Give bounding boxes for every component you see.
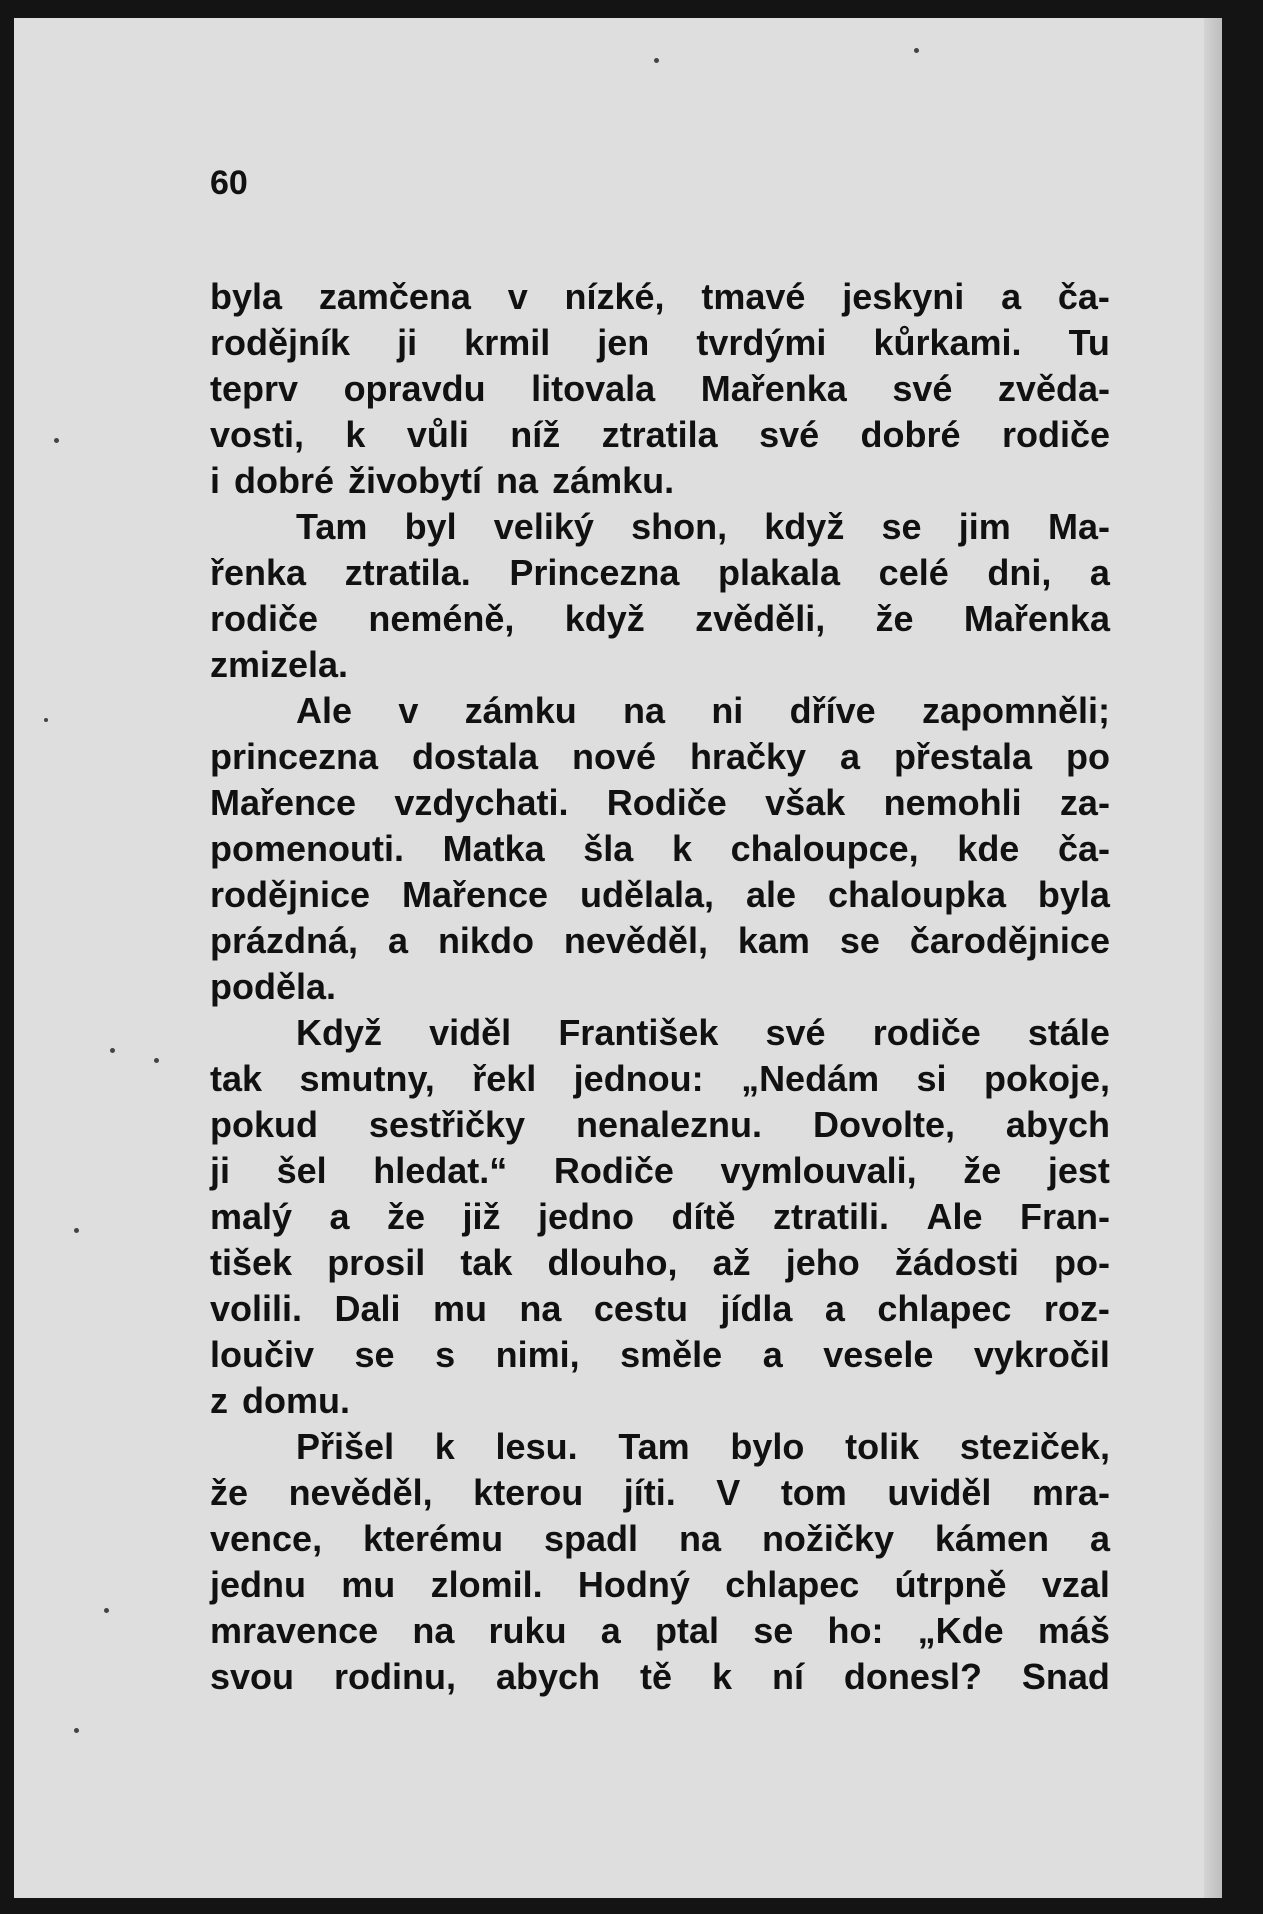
word: Tam <box>618 1426 690 1467</box>
word: zámku <box>464 690 577 731</box>
word: Ale <box>926 1196 983 1237</box>
text-line <box>210 918 1110 964</box>
text-line <box>210 964 1110 1010</box>
word: si <box>916 1058 947 1099</box>
word: byl <box>404 506 457 547</box>
word: útrpně <box>894 1564 1007 1605</box>
word: „Nedám <box>741 1058 880 1099</box>
text-line <box>210 872 1110 918</box>
word: tmavé <box>701 276 806 317</box>
word: nimi, <box>495 1334 580 1375</box>
word: a <box>600 1610 621 1651</box>
word: ztratila. <box>344 552 471 593</box>
word: vesele <box>823 1334 934 1375</box>
word: Fran- <box>1019 1196 1110 1237</box>
word: tolik <box>845 1426 920 1467</box>
word: však <box>765 782 846 823</box>
word: k <box>434 1426 455 1467</box>
word: zlomil. <box>430 1564 543 1605</box>
word: směle <box>620 1334 723 1375</box>
word: veliký <box>493 506 594 547</box>
word: byla <box>210 276 283 317</box>
text-line <box>210 1194 1110 1240</box>
word: abych <box>495 1656 600 1697</box>
word: ji <box>397 322 418 363</box>
word: Mařence <box>210 782 357 823</box>
word: Mařence <box>401 874 549 915</box>
word: že <box>963 1150 1002 1191</box>
text-line <box>210 504 1110 550</box>
word: zamčena <box>318 276 471 317</box>
word: žádosti <box>894 1242 1019 1283</box>
word: cestu <box>593 1288 688 1329</box>
word: vymlouvali, <box>720 1150 917 1191</box>
text-line <box>210 366 1110 412</box>
word: ruku <box>488 1610 567 1651</box>
word: Hodný <box>577 1564 690 1605</box>
word: zvěděli, <box>695 598 826 639</box>
word: jen <box>597 322 650 363</box>
text-line <box>210 550 1110 596</box>
word: nové <box>571 736 656 777</box>
word: kůrkami. <box>873 322 1022 363</box>
text-line <box>210 734 1110 780</box>
word: kterou <box>473 1472 584 1513</box>
word: k <box>671 828 692 869</box>
word: stále <box>1027 1012 1110 1053</box>
word: z <box>210 1380 228 1421</box>
word: dříve <box>789 690 876 731</box>
word: dlouho, <box>547 1242 678 1283</box>
word: steziček, <box>959 1426 1110 1467</box>
word: Ma- <box>1048 506 1110 547</box>
text-line <box>210 320 1110 366</box>
word: mu <box>341 1564 396 1605</box>
word: smutny, <box>299 1058 435 1099</box>
word: vůli <box>406 414 469 455</box>
word: rodiče <box>210 598 319 639</box>
word: nikdo <box>437 920 534 961</box>
word: dostala <box>411 736 539 777</box>
word: Když <box>296 1012 383 1053</box>
word: Přišel <box>296 1426 395 1467</box>
word: jedno <box>538 1196 635 1237</box>
word: Tu <box>1068 322 1110 363</box>
word: nízké, <box>564 276 665 317</box>
dust-speck <box>74 1228 79 1233</box>
word: zmizela. <box>210 644 349 685</box>
word: v <box>507 276 528 317</box>
word: se <box>753 1610 794 1651</box>
word: přestala <box>893 736 1033 777</box>
word: shon, <box>631 506 728 547</box>
text-line <box>210 1148 1110 1194</box>
word: rodinu, <box>334 1656 456 1697</box>
word: mra- <box>1031 1472 1110 1513</box>
text-line <box>210 1240 1110 1286</box>
word: s <box>435 1334 456 1375</box>
word: živobytí <box>348 460 483 501</box>
word: Rodiče <box>553 1150 674 1191</box>
word: rodiče <box>1001 414 1110 455</box>
word: opravdu <box>343 368 486 409</box>
word: a <box>839 736 860 777</box>
word: tak <box>210 1058 263 1099</box>
word: princezna <box>210 736 379 777</box>
word: níž <box>510 414 561 455</box>
text-line <box>210 826 1110 872</box>
text-line <box>210 1010 1110 1056</box>
word: neméně, <box>368 598 515 639</box>
text-line <box>210 642 1110 688</box>
word: malý <box>210 1196 293 1237</box>
word: ča- <box>1057 828 1110 869</box>
page-edge-shadow <box>1204 18 1222 1898</box>
word: spadl <box>544 1518 639 1559</box>
word: pokud <box>210 1104 318 1145</box>
word: k <box>711 1656 732 1697</box>
word: lesu. <box>495 1426 578 1467</box>
word: bylo <box>730 1426 805 1467</box>
word: hračky <box>689 736 807 777</box>
word: František <box>558 1012 719 1053</box>
word: svou <box>210 1656 295 1697</box>
word: pokoje, <box>983 1058 1110 1099</box>
text-line <box>210 1056 1110 1102</box>
word: abych <box>1005 1104 1110 1145</box>
word: Princezna <box>509 552 680 593</box>
word: mu <box>432 1288 487 1329</box>
word: jeskyni <box>842 276 965 317</box>
word: teprv <box>210 368 299 409</box>
word: zapomněli; <box>921 690 1110 731</box>
word: mravence <box>210 1610 379 1651</box>
word: i <box>210 460 221 501</box>
word: se <box>881 506 922 547</box>
word: udělala, <box>579 874 715 915</box>
dust-speck <box>44 718 48 722</box>
dust-speck <box>104 1608 109 1613</box>
word: chlapec <box>725 1564 860 1605</box>
word: jednu <box>210 1564 306 1605</box>
word: litovala <box>531 368 656 409</box>
word: řekl <box>472 1058 537 1099</box>
word: tak <box>460 1242 513 1283</box>
word: nemohli <box>883 782 1022 823</box>
word: prosil <box>327 1242 426 1283</box>
word: že <box>387 1196 426 1237</box>
word: nenaleznu. <box>576 1104 763 1145</box>
word: uviděl <box>887 1472 992 1513</box>
word: Mařenka <box>963 598 1110 639</box>
text-line <box>210 1378 1110 1424</box>
word: se <box>839 920 880 961</box>
word: ča- <box>1057 276 1110 317</box>
word: po <box>1065 736 1110 777</box>
word: volili. <box>210 1288 303 1329</box>
word: že <box>210 1472 249 1513</box>
word: ji <box>210 1150 231 1191</box>
word: a <box>329 1196 350 1237</box>
word: ale <box>745 874 797 915</box>
word: za- <box>1059 782 1110 823</box>
word: Mařenka <box>700 368 847 409</box>
word: ní <box>771 1656 804 1697</box>
word: plakala <box>717 552 841 593</box>
word: na <box>412 1610 455 1651</box>
word: ni <box>711 690 744 731</box>
scanned-page <box>14 18 1222 1898</box>
text-line <box>210 1654 1110 1700</box>
word: prázdná, <box>210 920 359 961</box>
text-line <box>210 1332 1110 1378</box>
word: zámku. <box>552 460 675 501</box>
word: nevěděl, <box>563 920 708 961</box>
text-line <box>210 596 1110 642</box>
word: své <box>765 1012 826 1053</box>
word: chaloupka <box>827 874 1006 915</box>
word: vykročil <box>973 1334 1110 1375</box>
word: tom <box>780 1472 847 1513</box>
word: vzal <box>1041 1564 1110 1605</box>
word: vosti, <box>210 414 305 455</box>
dust-speck <box>154 1058 159 1063</box>
word: Snad <box>1021 1656 1110 1697</box>
word: tvrdými <box>696 322 827 363</box>
word: kterému <box>363 1518 504 1559</box>
word: po- <box>1054 1242 1110 1283</box>
word: když <box>764 506 845 547</box>
word: dítě <box>671 1196 736 1237</box>
word: a <box>387 920 408 961</box>
word: Ale <box>296 690 353 731</box>
text-line <box>210 1516 1110 1562</box>
word: v <box>398 690 419 731</box>
text-line <box>210 780 1110 826</box>
word: řenka <box>210 552 307 593</box>
word: poděla. <box>210 966 337 1007</box>
word: zvěda- <box>997 368 1110 409</box>
word: Matka <box>442 828 545 869</box>
word: když <box>564 598 645 639</box>
word: jest <box>1047 1150 1110 1191</box>
page-number: 60 <box>210 164 248 202</box>
word: tě <box>639 1656 672 1697</box>
word: na <box>678 1518 721 1559</box>
text-line <box>210 412 1110 458</box>
word: Tam <box>296 506 368 547</box>
word: chaloupce, <box>730 828 919 869</box>
word: šla <box>583 828 634 869</box>
word: byla <box>1037 874 1110 915</box>
word: a <box>1089 552 1110 593</box>
word: chlapec <box>877 1288 1012 1329</box>
word: ztratili. <box>772 1196 889 1237</box>
text-line <box>210 458 1110 504</box>
word: domu. <box>242 1380 350 1421</box>
word: jim <box>958 506 1011 547</box>
word: „Kde <box>917 1610 1004 1651</box>
text-line <box>210 1608 1110 1654</box>
word: nožičky <box>761 1518 894 1559</box>
word: a <box>1001 276 1022 317</box>
word: již <box>462 1196 501 1237</box>
word: dobré <box>860 414 961 455</box>
text-line <box>210 1102 1110 1148</box>
word: šel <box>276 1150 327 1191</box>
word: jíti. <box>623 1472 676 1513</box>
word: kde <box>957 828 1020 869</box>
word: rodiče <box>872 1012 981 1053</box>
word: rodějník <box>210 322 351 363</box>
word: až <box>712 1242 751 1283</box>
word: na <box>519 1288 562 1329</box>
word: sestřičky <box>368 1104 526 1145</box>
word: rodějnice <box>210 874 371 915</box>
word: jeho <box>785 1242 860 1283</box>
word: Dovolte, <box>812 1104 955 1145</box>
word: kam <box>737 920 810 961</box>
word: dni, <box>987 552 1052 593</box>
word: V <box>716 1472 741 1513</box>
word: na <box>623 690 666 731</box>
word: nevěděl, <box>288 1472 433 1513</box>
text-line <box>210 1286 1110 1332</box>
word: tišek <box>210 1242 293 1283</box>
word: na <box>496 460 539 501</box>
word: k <box>345 414 366 455</box>
word: že <box>875 598 914 639</box>
word: krmil <box>464 322 551 363</box>
dust-speck <box>54 438 59 443</box>
word: a <box>824 1288 845 1329</box>
word: ptal <box>655 1610 720 1651</box>
word: a <box>1089 1518 1110 1559</box>
word: pomenouti. <box>210 828 404 869</box>
word: roz- <box>1043 1288 1110 1329</box>
word: své <box>759 414 820 455</box>
body-text <box>210 274 1110 1700</box>
text-line <box>210 1470 1110 1516</box>
word: vzdychati. <box>394 782 569 823</box>
text-line <box>210 1424 1110 1470</box>
word: hledat.“ <box>373 1150 508 1191</box>
word: máš <box>1037 1610 1110 1651</box>
text-line <box>210 1562 1110 1608</box>
word: viděl <box>429 1012 512 1053</box>
word: vence, <box>210 1518 323 1559</box>
word: a <box>762 1334 783 1375</box>
word: čarodějnice <box>909 920 1110 961</box>
word: ztratila <box>601 414 718 455</box>
word: se <box>354 1334 395 1375</box>
word: celé <box>878 552 949 593</box>
word: své <box>892 368 953 409</box>
dust-speck <box>74 1728 79 1733</box>
word: kámen <box>934 1518 1049 1559</box>
dust-speck <box>110 1048 115 1053</box>
word: jídla <box>720 1288 793 1329</box>
text-line <box>210 274 1110 320</box>
word: dobré <box>234 460 335 501</box>
text-line <box>210 688 1110 734</box>
word: ho: <box>827 1610 884 1651</box>
word: Rodiče <box>606 782 727 823</box>
word: loučiv <box>210 1334 315 1375</box>
dust-speck <box>914 48 919 53</box>
word: jednou: <box>573 1058 704 1099</box>
word: donesl? <box>843 1656 982 1697</box>
word: Dali <box>334 1288 401 1329</box>
dust-speck <box>654 58 659 63</box>
